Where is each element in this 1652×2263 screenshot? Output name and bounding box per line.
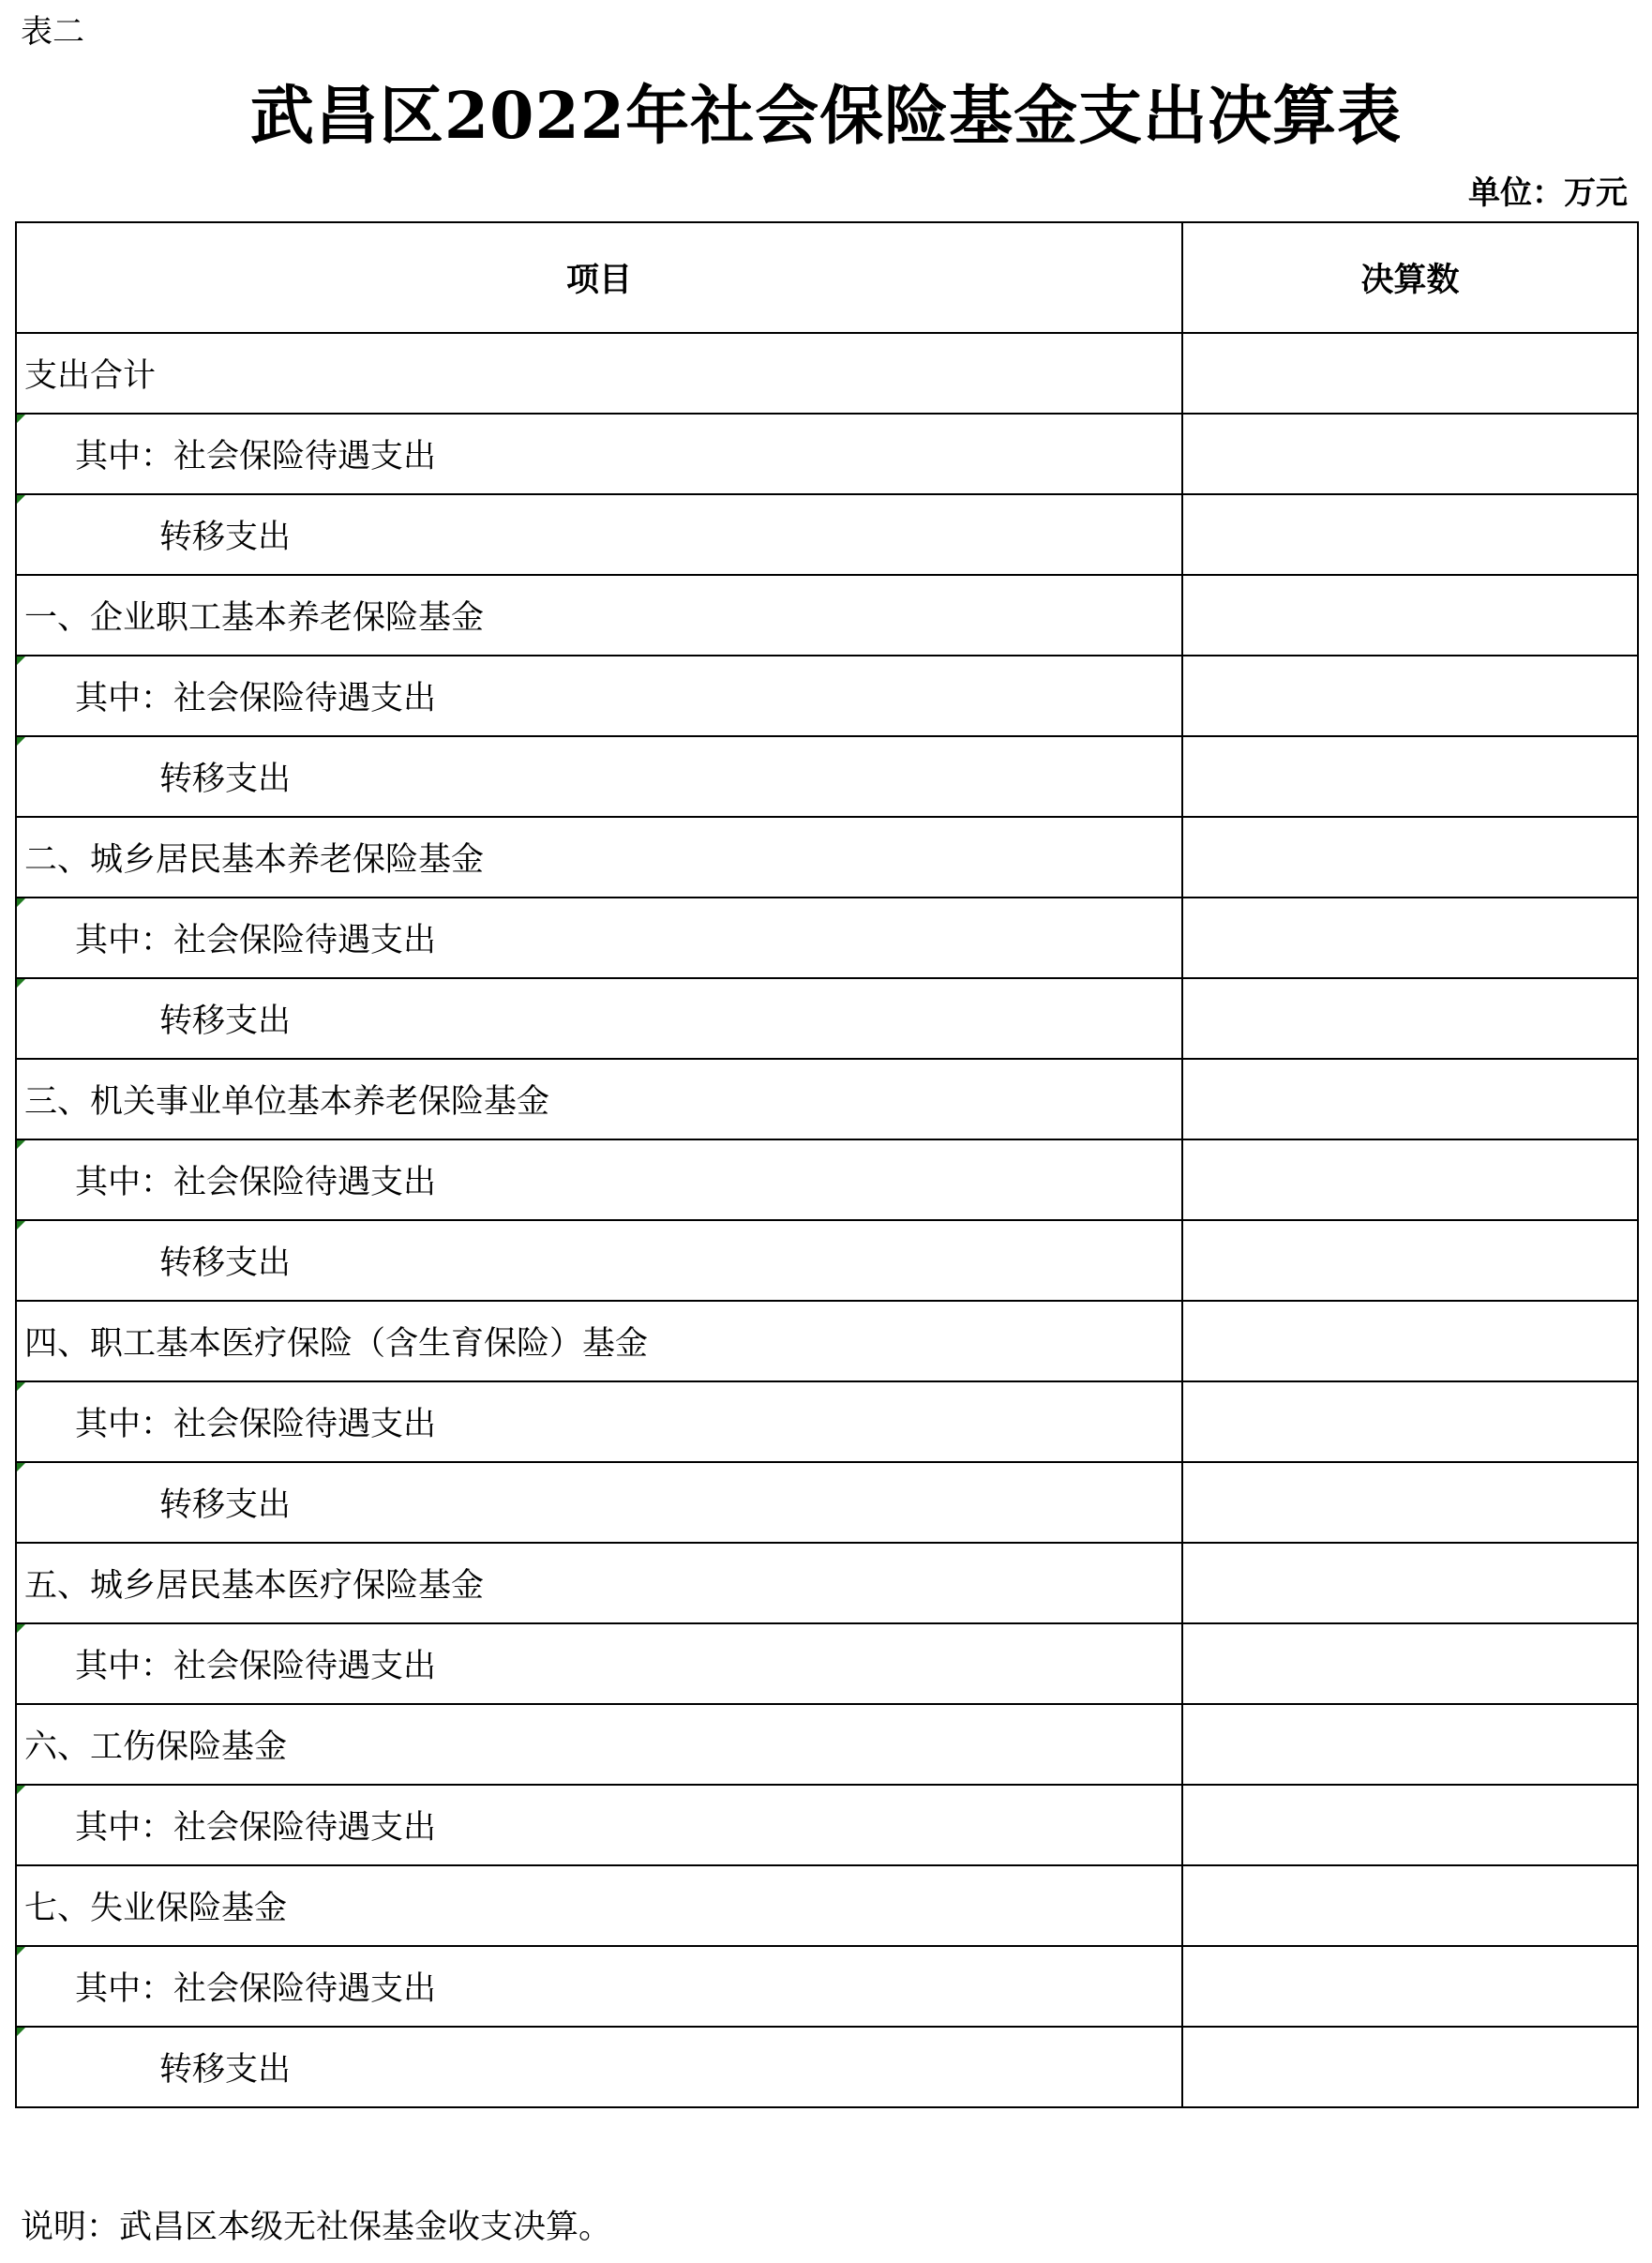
row-amount-value [1182,414,1638,494]
row-item-label: 其中：社会保险待遇支出 [16,1381,1182,1462]
table-row [16,414,1638,494]
row-item-label: 六、工伤保险基金 [16,1704,1182,1785]
row-item-label: 转移支出 [16,978,1182,1059]
expenditure-table [15,221,1639,2108]
table-row [16,494,1638,575]
row-item-label: 其中：社会保险待遇支出 [16,898,1182,978]
row-amount-value [1182,1381,1638,1462]
row-item-label: 其中：社会保险待遇支出 [16,1946,1182,2027]
row-amount-value [1182,1865,1638,1946]
row-amount-value [1182,656,1638,736]
table-header-row [16,222,1638,333]
row-item-label: 其中：社会保险待遇支出 [16,1139,1182,1220]
row-item-label: 转移支出 [16,736,1182,817]
table-row [16,817,1638,898]
row-amount-value [1182,1623,1638,1704]
table-row [16,978,1638,1059]
row-amount-value [1182,1543,1638,1623]
row-amount-value [1182,494,1638,575]
row-item-label: 其中：社会保险待遇支出 [16,1785,1182,1865]
table-row [16,736,1638,817]
table-row [16,1543,1638,1623]
table-row [16,1139,1638,1220]
page-title: 武昌区2022年社会保险基金支出决算表 [249,79,1403,154]
table-row [16,1785,1638,1865]
row-item-label: 支出合计 [16,333,1182,414]
row-amount-value [1182,1059,1638,1139]
table-row [16,898,1638,978]
table-row [16,575,1638,656]
table-row [16,1623,1638,1704]
row-item-label: 七、失业保险基金 [16,1865,1182,1946]
row-item-label: 二、城乡居民基本养老保险基金 [16,817,1182,898]
footnote: 说明：武昌区本级无社保基金收支决算。 [21,2209,612,2246]
row-amount-value [1182,1785,1638,1865]
row-amount-value [1182,898,1638,978]
row-item-label: 五、城乡居民基本医疗保险基金 [16,1543,1182,1623]
header-item: 项目 [16,222,1182,333]
row-item-label: 转移支出 [16,2027,1182,2107]
table-row [16,656,1638,736]
row-item-label: 转移支出 [16,1462,1182,1543]
table-row [16,1704,1638,1785]
table-row [16,2027,1638,2107]
table-row [16,1381,1638,1462]
row-amount-value [1182,2027,1638,2107]
table-body [16,333,1638,2107]
row-amount-value [1182,575,1638,656]
header-amount: 决算数 [1182,222,1638,333]
row-item-label: 一、企业职工基本养老保险基金 [16,575,1182,656]
row-amount-value [1182,1220,1638,1301]
row-item-label: 其中：社会保险待遇支出 [16,414,1182,494]
row-item-label: 其中：社会保险待遇支出 [16,1623,1182,1704]
table-row [16,1946,1638,2027]
row-amount-value [1182,1301,1638,1381]
table-row [16,1865,1638,1946]
row-item-label: 转移支出 [16,1220,1182,1301]
row-amount-value [1182,817,1638,898]
table-row [16,1301,1638,1381]
row-item-label: 其中：社会保险待遇支出 [16,656,1182,736]
table-row [16,1059,1638,1139]
row-amount-value [1182,978,1638,1059]
row-amount-value [1182,1704,1638,1785]
table-row [16,1462,1638,1543]
row-item-label: 三、机关事业单位基本养老保险基金 [16,1059,1182,1139]
row-item-label: 四、职工基本医疗保险（含生育保险）基金 [16,1301,1182,1381]
table-label: 表二 [21,13,84,51]
unit-label: 单位：万元 [1468,174,1628,212]
row-amount-value [1182,333,1638,414]
table-row [16,333,1638,414]
row-amount-value [1182,1946,1638,2027]
row-item-label: 转移支出 [16,494,1182,575]
row-amount-value [1182,1139,1638,1220]
row-amount-value [1182,1462,1638,1543]
row-amount-value [1182,736,1638,817]
table-row [16,1220,1638,1301]
